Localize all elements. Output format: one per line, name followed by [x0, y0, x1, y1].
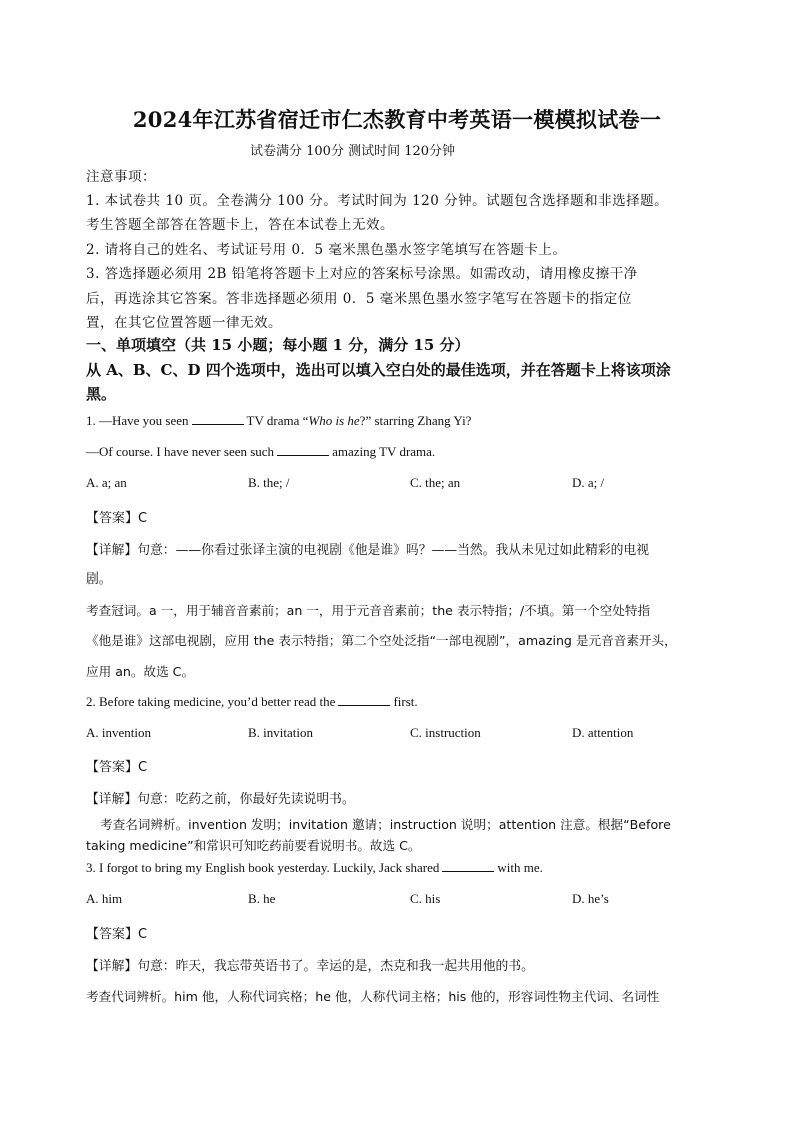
q1-detail: 应用 an。故选 C。 [86, 664, 195, 679]
section-heading: 一、单项填空（共 15 小题；每小题 1 分，满分 15 分） [86, 336, 470, 354]
q3-text: with me. [497, 860, 543, 875]
q3-detail: 考查代词辨析。him 他，人称代词宾格；he 他，人称代词主格；his 他的，形容词性物主代词、名词性 [86, 989, 660, 1004]
q3-option-c: C. his [410, 891, 441, 906]
answer-blank [277, 444, 329, 456]
q3-option-d: D. he’s [572, 891, 609, 906]
q3-option-b: B. he [248, 891, 276, 906]
answer-blank [192, 413, 244, 425]
q2-text: 2. Before taking medicine, you’d better read the [86, 694, 336, 709]
q1-option-d: D. a; / [572, 475, 605, 490]
q1-detail: 剧。 [86, 572, 112, 587]
q1-text: ?” starring Zhang Yi? [359, 413, 472, 428]
q1-answer: 【答案】C [86, 511, 148, 526]
q1-text: amazing TV drama. [332, 444, 436, 459]
page-title: 2024年江苏省宿迁市仁杰教育中考英语一模模拟试卷一 [132, 107, 662, 132]
q2-text: first. [393, 694, 418, 709]
q3-detail: 【详解】句意：昨天，我忘带英语书了。幸运的是，杰克和我一起共用他的书。 [86, 959, 534, 974]
q2-option-d: D. attention [572, 725, 634, 740]
q2-option-c: C. instruction [410, 725, 481, 740]
q1-text: 1. —Have you seen [86, 413, 189, 428]
question-3-stem [86, 860, 543, 876]
q2-detail: taking medicine”和常识可知吃药前要看说明书。故选 C。 [86, 838, 421, 853]
notice-line: 置，在其它位置答题一律无效。 [86, 315, 282, 331]
question-1-stem [86, 413, 471, 429]
answer-blank [338, 694, 390, 706]
q2-detail: 【详解】句意：吃药之前，你最好先读说明书。 [86, 792, 355, 807]
notice-line: 2. 请将自己的姓名、考试证号用 0．5 毫米黑色墨水签字笔填写在答题卡上。 [86, 242, 567, 258]
notice-line: 3. 答选择题必须用 2B 铅笔将答题卡上对应的答案标号涂黑。如需改动，请用橡皮擦干净 [86, 266, 638, 282]
page-subtitle: 试卷满分 100分 测试时间 120分钟 [250, 144, 456, 159]
notice-line: 考生答题全部答在答题卡上，答在本试卷上无效。 [86, 217, 394, 233]
answer-blank [442, 860, 494, 872]
q1-detail: 《他是谁》这部电视剧，应用 the 表示特指；第二个空处泛指“一部电视剧”，amazing 是元音音素开头， [86, 633, 677, 648]
q1-detail: 考查冠词。a 一，用于辅音音素前；an 一，用于元音音素前；the 表示特指；/不填。第一个空处特指 [86, 603, 651, 618]
q1-drama-title: Who is he [308, 413, 360, 428]
q3-answer: 【答案】C [86, 927, 148, 942]
q1-text: TV drama “ [246, 413, 309, 428]
question-1-reply [86, 444, 435, 460]
question-2-stem [86, 694, 418, 710]
q3-option-a: A. him [86, 891, 123, 906]
notice-header: 注意事项： [86, 169, 156, 185]
section-instruction: 从 A、B、C、D 四个选项中，选出可以填入空白处的最佳选项，并在答题卡上将该项涂 [86, 361, 671, 379]
notice-line: 后，再选涂其它答案。答非选择题必须用 0．5 毫米黑色墨水签字笔写在答题卡的指定位 [86, 291, 632, 307]
q3-text: 3. I forgot to bring my English book yesterday. Luckily, Jack shared [86, 860, 440, 875]
q2-detail: 考查名词辨析。invention 发明；invitation 邀请；instruction 说明；attention 注意。根据“Before [100, 817, 671, 832]
q2-option-a: A. invention [86, 725, 151, 740]
q1-option-a: A. a; an [86, 475, 127, 490]
q1-option-b: B. the; / [248, 475, 290, 490]
notice-line: 1. 本试卷共 10 页。全卷满分 100 分。考试时间为 120 分钟。试题包含选择题和非选择题。 [86, 193, 669, 209]
q2-answer: 【答案】C [86, 760, 148, 775]
section-instruction: 黑。 [86, 385, 117, 403]
q2-option-b: B. invitation [248, 725, 313, 740]
q1-text: —Of course. I have never seen such [86, 444, 275, 459]
q1-option-c: C. the; an [410, 475, 461, 490]
q1-detail: 【详解】句意：——你看过张译主演的电视剧《他是谁》吗？——当然。我从未见过如此精彩的电视 [86, 543, 650, 558]
